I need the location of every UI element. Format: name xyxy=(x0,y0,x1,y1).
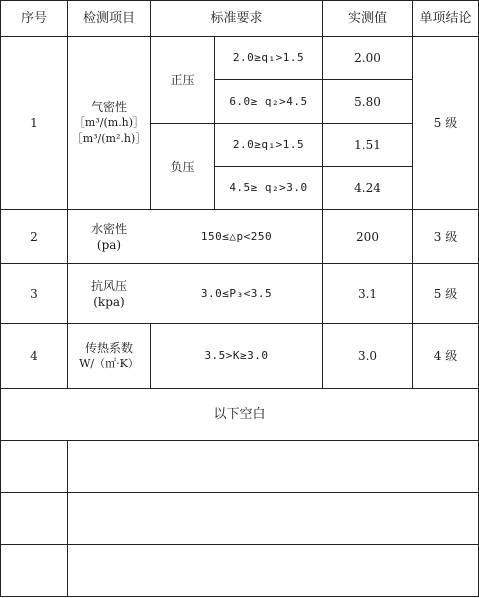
header-item: 检测项目 xyxy=(82,10,135,26)
row4-value: 3.0 xyxy=(357,349,378,363)
negative-value-q2: 4.24 xyxy=(354,181,381,195)
negative-value-q1: 1.51 xyxy=(354,138,381,152)
row2-item-name: 水密性 xyxy=(90,221,127,236)
row3-standard: 3.0≤P₃<3.5 xyxy=(200,286,273,300)
row1-item-unit: ［m³/(m.h)］ xyxy=(73,116,145,129)
row3-conclusion: 5 级 xyxy=(433,286,458,301)
positive-value-q2: 5.80 xyxy=(354,94,381,109)
row1-item xyxy=(68,37,150,209)
row4-standard: 3.5>K≥3.0 xyxy=(204,349,269,362)
row4-item-unit: W/（㎡·K） xyxy=(79,357,139,370)
row4-item xyxy=(68,324,150,388)
row3-item-name: 抗风压 xyxy=(90,278,127,293)
positive-pressure-label: 正压 xyxy=(170,73,195,87)
row2-item xyxy=(68,210,150,263)
row2-item-unit: (pa) xyxy=(96,237,122,252)
positive-value-q1: 2.00 xyxy=(354,51,381,65)
empty-row xyxy=(1,545,478,596)
blank-note: 以下空白 xyxy=(213,406,266,422)
row3-value: 3.1 xyxy=(357,286,378,301)
row1-item-name: 气密性 xyxy=(90,100,127,114)
negative-standard-q1: 2.0≥q₁>1.5 xyxy=(232,138,305,151)
row1-item-unit-alt: ［m³/(m².h)］ xyxy=(71,132,147,145)
row2-standard: 150≤△p<250 xyxy=(200,229,273,243)
row2-seq: 2 xyxy=(30,229,38,244)
row3-item-unit: (kpa) xyxy=(93,294,125,309)
row4-seq: 4 xyxy=(30,349,38,363)
row2-value: 200 xyxy=(356,229,379,244)
row4-item-name: 传热系数 xyxy=(84,341,133,355)
header-conclusion: 单项结论 xyxy=(419,10,472,26)
table-border-bottom xyxy=(0,596,479,597)
row3-item xyxy=(68,264,150,323)
header-measured: 实测值 xyxy=(347,10,387,26)
header-standard: 标准要求 xyxy=(210,10,263,26)
row3-seq: 3 xyxy=(30,286,38,301)
negative-standard-q2: 4.5≥ q₂>3.0 xyxy=(229,181,308,194)
negative-pressure-label: 负压 xyxy=(170,159,195,174)
positive-standard-q1: 2.0≥q₁>1.5 xyxy=(232,51,305,64)
empty-row xyxy=(1,441,478,492)
empty-row xyxy=(1,493,478,544)
row1-conclusion: 5 级 xyxy=(433,116,458,130)
positive-standard-q2: 6.0≥ q₂>4.5 xyxy=(229,94,308,108)
row2-conclusion: 3 级 xyxy=(433,229,458,244)
row4-conclusion: 4 级 xyxy=(433,349,458,363)
header-seq: 序号 xyxy=(20,10,47,26)
row1-seq: 1 xyxy=(30,116,38,130)
